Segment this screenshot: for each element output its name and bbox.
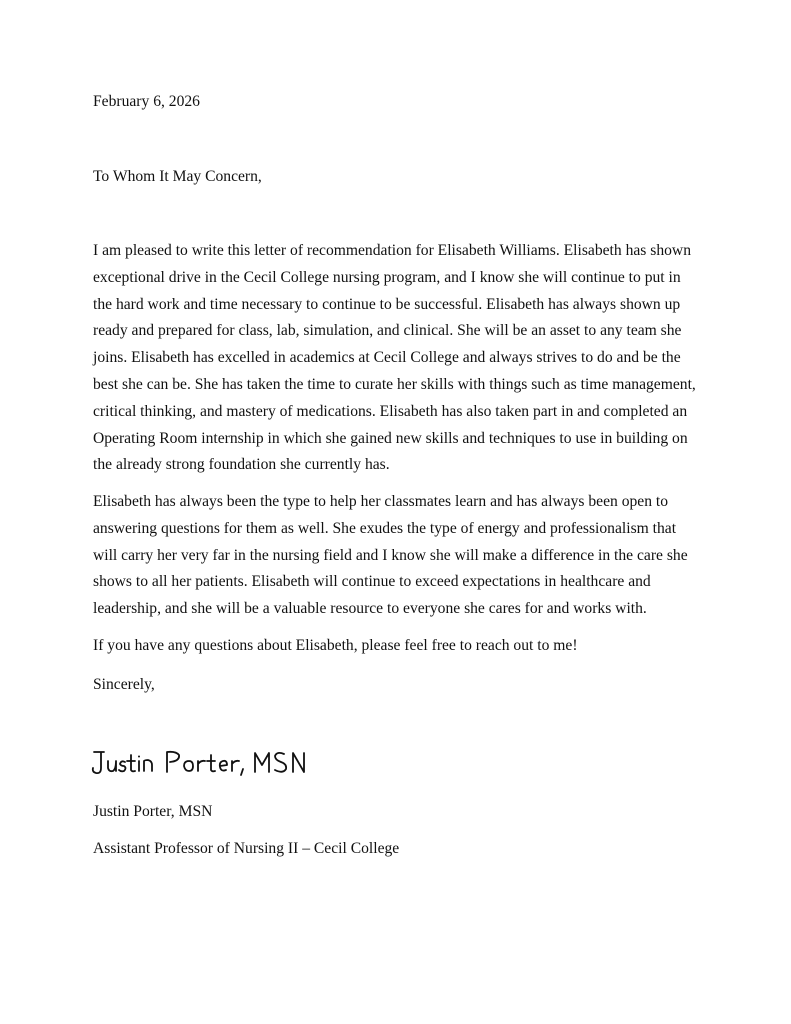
paragraph-line: joins. Elisabeth has excelled in academics at Cecil College and always strives to do and be the	[93, 349, 681, 367]
body-paragraph-1	[93, 242, 703, 483]
paragraph-line: answering questions for them as well. She exudes the type of energy and professionalism that	[93, 519, 677, 537]
letter-date: February 6, 2026	[93, 93, 200, 110]
paragraph-line: Operating Room internship in which she gained new skills and techniques to use in building on	[93, 429, 688, 447]
paragraph-line: leadership, and she will be a valuable resource to everyone she cares for and works with.	[93, 600, 647, 618]
body-paragraph-3	[93, 637, 703, 664]
signer-title: Assistant Professor of Nursing II – Cecil College	[93, 840, 400, 857]
paragraph-line: will carry her very far in the nursing field and I know she will make a difference in the care she	[93, 546, 688, 564]
paragraph-line: the already strong foundation she currently has.	[93, 456, 390, 474]
paragraph-line: exceptional drive in the Cecil College nursing program, and I know she will continue to put in	[93, 268, 681, 286]
paragraph-line: the hard work and time necessary to continue to be successful. Elisabeth has always shown up	[93, 295, 681, 313]
handwritten-signature	[90, 745, 320, 779]
paragraph-line: critical thinking, and mastery of medications. Elisabeth has also taken part in and completed an	[93, 402, 688, 420]
paragraph-line: Elisabeth has always been the type to help her classmates learn and has always been open to	[93, 493, 669, 510]
closing: Sincerely,	[93, 676, 155, 693]
paragraph-line: shows to all her patients. Elisabeth will continue to exceed expectations in healthcare and	[93, 573, 651, 591]
paragraph-line: ready and prepared for class, lab, simulation, and clinical. She will be an asset to any team she	[93, 322, 682, 340]
signature-graphic	[90, 745, 320, 779]
signer-name: Justin Porter, MSN	[93, 803, 213, 820]
paragraph-line: If you have any questions about Elisabeth, please feel free to reach out to me!	[93, 637, 578, 654]
body-paragraph-2	[93, 493, 703, 627]
paragraph-line: best she can be. She has taken the time to curate her skills with things such as time management,	[93, 375, 696, 393]
paragraph-line: I am pleased to write this letter of recommendation for Elisabeth Williams. Elisabeth has shown	[93, 242, 691, 259]
salutation: To Whom It May Concern,	[93, 168, 262, 185]
